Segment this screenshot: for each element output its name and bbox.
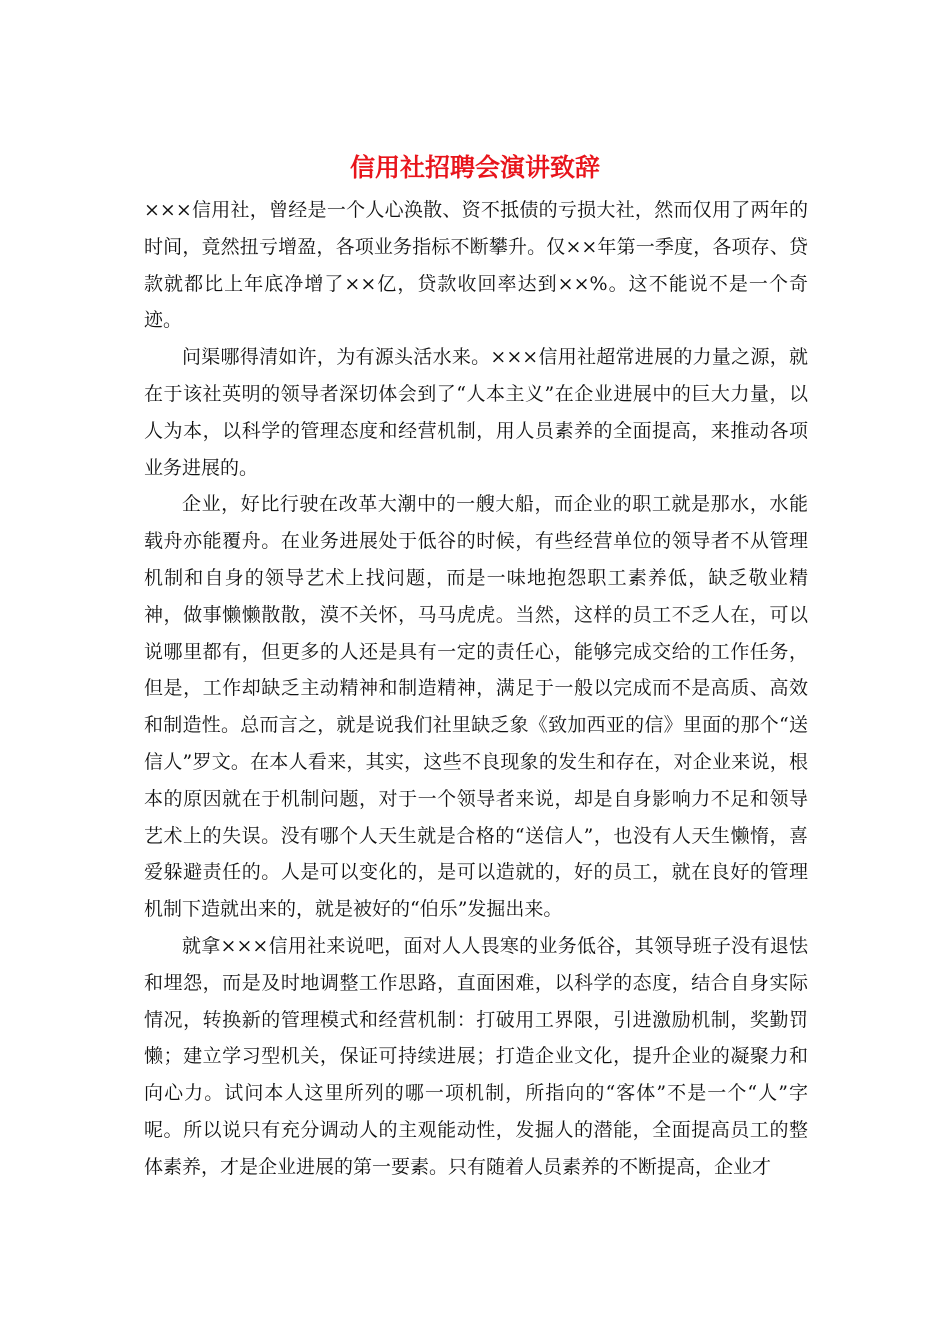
document-title: 信用社招聘会演讲致辞 xyxy=(349,153,600,182)
paragraph-3: 企业，好比行驶在改革大潮中的一艘大船，而企业的职工就是那水，水能载舟亦能覆舟。在业务进展处于低谷的时候，有些经营单位的领导者不从管理机制和自身的领导艺术上找问题，而是一味地抱怨职工素养低，缺乏敬业精神，做事懒懒散散，漠不关怀，马马虎虎。当然，这样的员工不乏人在，可以说哪里都有，但更多的人还是具有一定的责任心，能够完成交给的工作任务，但是，工作却缺乏主动精神和制造精神，满足于一般以完成而不是高质、高效和制造性。总而言之，就是说我们社里缺乏象《致加西亚的信》里面的那个“送信人”罗文。在本人看来，其实，这些不良现象的发生和存在，对企业来说，根本的原因就在于机制问题，对于一个领导者来说，却是自身影响力不足和领导艺术上的失误。没有哪个人天生就是合格的“送信人”，也没有人天生懒惰，喜爱躲避责任的。人是可以变化的，是可以造就的，好的员工，就在良好的管理机制下造就出来的，就是被好的“伯乐”发掘出来。 xyxy=(144,493,808,921)
paragraph-4: 就拿×××信用社来说吧，面对人人畏寒的业务低谷，其领导班子没有退怯和埋怨，而是及时地调整工作思路，直面困难，以科学的态度，结合自身实际情况，转换新的管理模式和经营机制：打破用工界限，引进激励机制，奖勤罚懒；建立学习型机关，保证可持续进展；打造企业文化，提升企业的凝聚力和向心力。试问本人这里所列的哪一项机制，所指向的“客体”不是一个“人”字呢。所以说只有充分调动人的主观能动性，发掘人的潜能，全面提高员工的整体素养，才是企业进展的第一要素。只有随着人员素养的不断提高，企业才 xyxy=(144,934,808,1178)
paragraph-2: 问渠哪得清如许，为有源头活水来。×××信用社超常进展的力量之源，就在于该社英明的领导者深切体会到了“人本主义”在企业进展中的巨大力量，以人为本，以科学的管理态度和经营机制，用人员素养的全面提高，来推动各项业务进展的。 xyxy=(144,346,808,479)
paragraph-1: ×××信用社，曾经是一个人心涣散、资不抵债的亏损大社，然而仅用了两年的时间，竟然扭亏增盈，各项业务指标不断攀升。仅××年第一季度，各项存、贷款就都比上年底净增了××亿，贷款收回率达到××%。这不能说不是一个奇迹。 xyxy=(144,199,808,332)
document-body xyxy=(144,192,808,1186)
